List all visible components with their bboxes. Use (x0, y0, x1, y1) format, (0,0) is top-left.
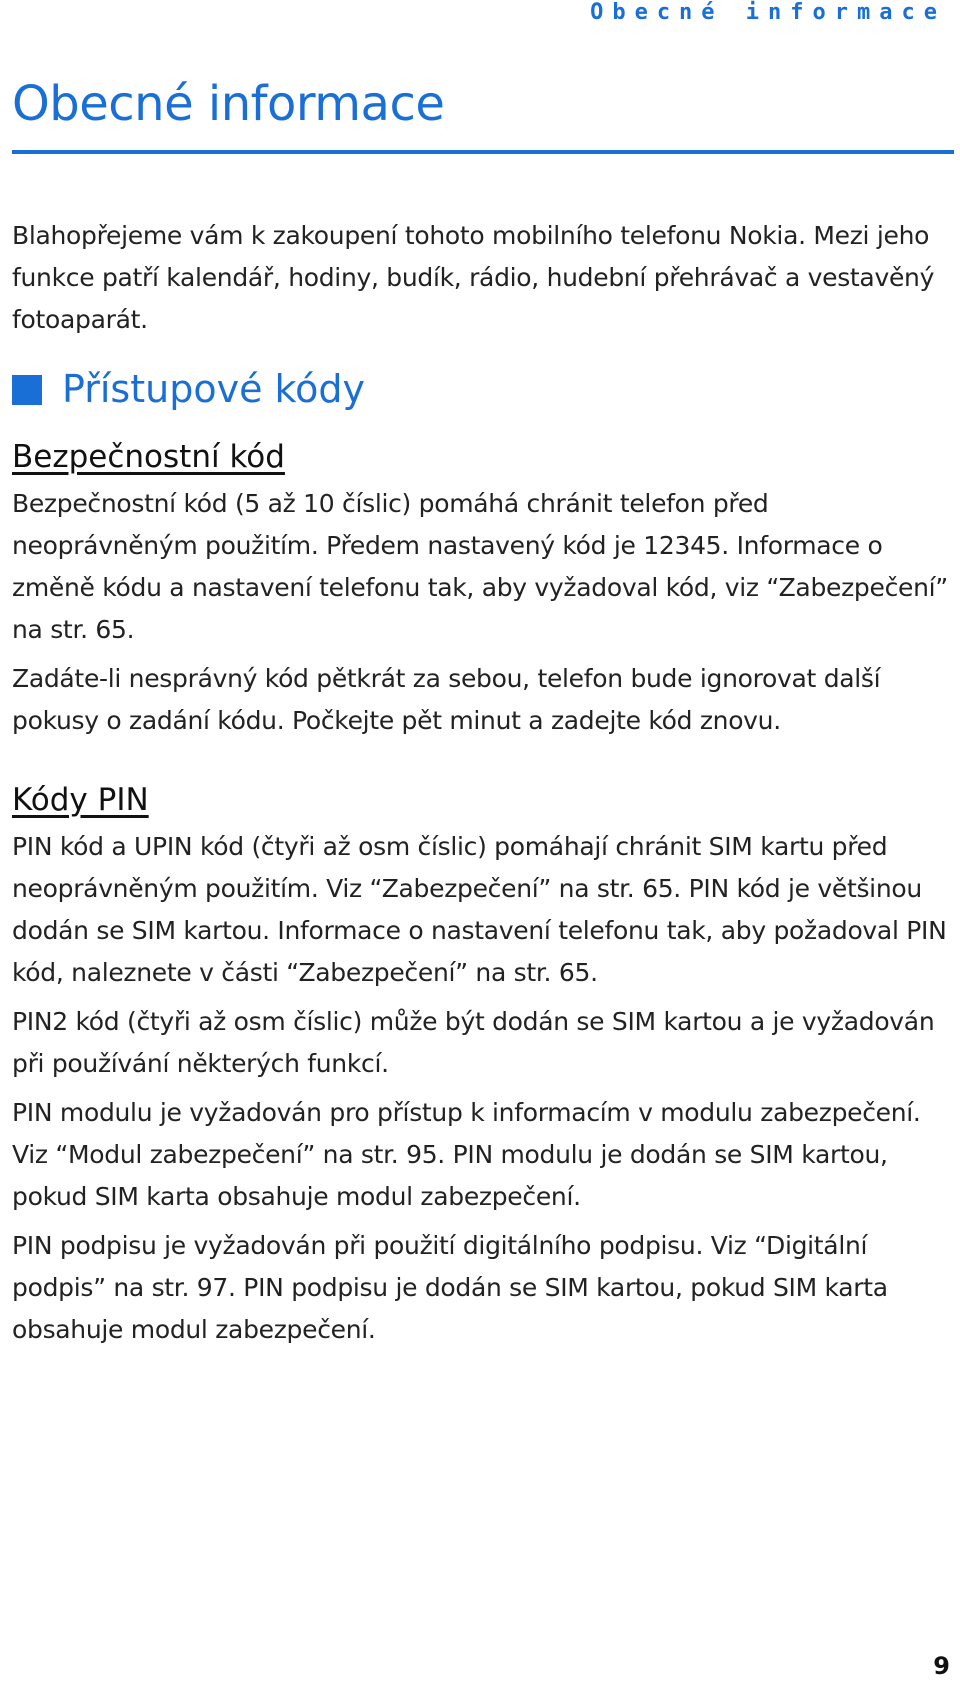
title-divider (12, 150, 954, 154)
security-code-paragraph-2: Zadáte-li nesprávný kód pětkrát za sebou, telefon bude ignorovat další pokusy o zadání kódu. Počkejte pět minut a zadejte kód znovu. (12, 663, 881, 735)
section-heading-access-codes (12, 367, 954, 413)
pin-paragraph-2: PIN2 kód (čtyři až osm číslic) může být dodán se SIM kartou a je vyžadován při používání některých funkcí. (12, 1007, 935, 1079)
intro-paragraph: Blahopřejeme vám k zakoupení tohoto mobilního telefonu Nokia. Mezi jeho funkce patří kalendář, hodiny, budík, rádio, hudební přehrávač a vestavěný fotoaparát. (12, 221, 935, 334)
running-header: Obecné informace (590, 0, 946, 25)
security-code-paragraph-1: Bezpečnostní kód (5 až 10 číslic) pomáhá chránit telefon před neoprávněným použitím. Předem nastavený kód je 12345. Informace o změně kódu a nastavení telefonu tak, aby vyžadoval kód, viz “Zabezpečení” na str. 65. (12, 488, 948, 644)
page-title: Obecné informace (12, 76, 445, 132)
subheading-security-code: Bezpečnostní kód (12, 438, 285, 475)
pin-paragraph-4: PIN podpisu je vyžadován při použití digitálního podpisu. Viz “Digitální podpis” na str. 97. PIN podpisu je dodán se SIM kartou, pokud SIM karta obsahuje modul zabezpečení. (12, 1231, 888, 1345)
page-content (12, 215, 954, 1358)
pin-paragraph-3: PIN modulu je vyžadován pro přístup k informacím v modulu zabezpečení. Viz “Modul zabezpečení” na str. 95. PIN modulu je dodán se SIM kartou, pokud SIM karta obsahuje modul zabezpečení. (12, 1098, 921, 1212)
pin-paragraph-1: PIN kód a UPIN kód (čtyři až osm číslic) pomáhají chránit SIM kartu před neoprávněným použitím. Viz “Zabezpečení” na str. 65. PIN kód je většinou dodán se SIM kartou. Informace o nastavení telefonu tak, aby požadoval PIN kód, naleznete v části “Zabezpečení” na str. 65. (12, 832, 947, 988)
section-title: Přístupové kódy (62, 367, 366, 411)
subheading-pin-codes: Kódy PIN (12, 781, 149, 818)
square-bullet-icon (12, 375, 42, 405)
page-number: 9 (933, 1652, 950, 1680)
